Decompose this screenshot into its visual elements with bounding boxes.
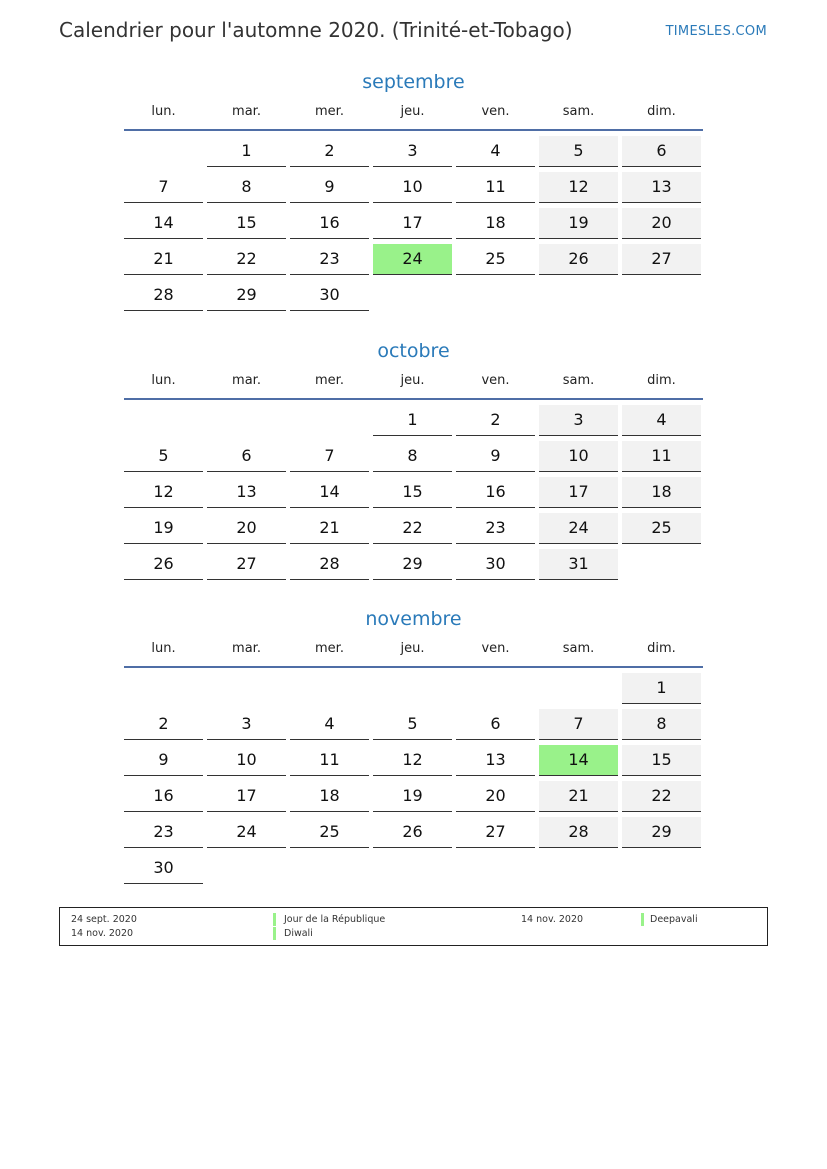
day-cell: 25: [456, 244, 535, 275]
day-cell: 16: [456, 477, 535, 508]
day-cell: 7: [539, 709, 618, 740]
week-row: [124, 513, 703, 549]
day-cell-empty: [290, 673, 369, 704]
day-cell: 29: [373, 549, 452, 580]
day-cell: 23: [290, 244, 369, 275]
weekday-label: ven.: [481, 641, 510, 656]
day-cell: 30: [290, 280, 369, 311]
day-cell-empty: [207, 853, 286, 884]
legend-holiday-name: Deepavali: [641, 913, 698, 926]
day-cell: 2: [456, 405, 535, 436]
day-cell: 18: [622, 477, 701, 508]
day-cell: 12: [539, 172, 618, 203]
day-cell: 1: [622, 673, 701, 704]
day-cell: 27: [456, 817, 535, 848]
legend-date: 24 sept. 2020: [71, 914, 137, 925]
week-row: [124, 853, 703, 889]
day-cell-empty: [539, 853, 618, 884]
day-cell: 2: [124, 709, 203, 740]
weekday-header: [124, 371, 703, 398]
day-cell: 14: [124, 208, 203, 239]
weeks: [124, 136, 703, 316]
weekday-label: lun.: [151, 104, 176, 119]
day-cell: 1: [207, 136, 286, 167]
legend-holiday-name: Diwali: [273, 927, 313, 940]
day-cell: 13: [207, 477, 286, 508]
weekday-label: dim.: [647, 104, 676, 119]
day-cell: 4: [290, 709, 369, 740]
day-cell-empty: [622, 853, 701, 884]
month-title: septembre: [362, 71, 465, 93]
day-cell: 21: [539, 781, 618, 812]
day-cell-empty: [539, 280, 618, 311]
day-cell: 3: [207, 709, 286, 740]
day-cell: 29: [622, 817, 701, 848]
day-cell: 2: [290, 136, 369, 167]
day-cell-empty: [290, 405, 369, 436]
day-cell: 13: [456, 745, 535, 776]
day-cell: 11: [456, 172, 535, 203]
day-cell: 5: [124, 441, 203, 472]
holiday-legend: [59, 907, 768, 946]
day-cell: 7: [290, 441, 369, 472]
legend-holiday-name: Jour de la République: [273, 913, 385, 926]
day-cell-empty: [207, 673, 286, 704]
weekday-label: mer.: [315, 104, 344, 119]
weekday-label: sam.: [562, 641, 595, 656]
week-row: [124, 405, 703, 441]
day-cell-empty: [622, 549, 701, 580]
legend-date: 14 nov. 2020: [71, 928, 134, 939]
day-cell-empty: [373, 673, 452, 704]
day-cell: 8: [207, 172, 286, 203]
week-row: [124, 709, 703, 745]
day-cell: 11: [622, 441, 701, 472]
day-cell: 26: [373, 817, 452, 848]
brand-link[interactable]: TIMESLES.COM: [665, 24, 767, 39]
day-cell-empty: [290, 853, 369, 884]
day-cell: 3: [373, 136, 452, 167]
weekday-label: mar.: [232, 104, 261, 119]
day-cell: 26: [539, 244, 618, 275]
week-row: [124, 172, 703, 208]
day-cell: 19: [539, 208, 618, 239]
month-1: [124, 337, 703, 585]
month-title: novembre: [365, 608, 462, 630]
day-cell: 6: [456, 709, 535, 740]
day-cell: 10: [539, 441, 618, 472]
day-cell-empty: [456, 280, 535, 311]
header-divider: [124, 129, 703, 131]
weekday-label: mar.: [232, 373, 261, 388]
day-cell: 12: [373, 745, 452, 776]
weekday-label: jeu.: [400, 641, 425, 656]
day-cell: 4: [622, 405, 701, 436]
week-row: [124, 549, 703, 585]
day-cell: 13: [622, 172, 701, 203]
legend-row: [60, 913, 767, 926]
weeks: [124, 405, 703, 585]
day-cell: 17: [207, 781, 286, 812]
day-cell: 23: [456, 513, 535, 544]
day-cell: 1: [373, 405, 452, 436]
day-cell: 27: [207, 549, 286, 580]
week-row: [124, 477, 703, 513]
day-cell: 18: [290, 781, 369, 812]
day-cell-empty: [124, 136, 203, 167]
month-2: [124, 605, 703, 889]
day-cell: 28: [124, 280, 203, 311]
weekday-label: dim.: [647, 373, 676, 388]
weekday-header: [124, 639, 703, 666]
day-cell: 5: [373, 709, 452, 740]
day-cell: 16: [290, 208, 369, 239]
week-row: [124, 781, 703, 817]
weekday-label: lun.: [151, 373, 176, 388]
weekday-label: ven.: [481, 104, 510, 119]
day-cell: 23: [124, 817, 203, 848]
day-cell: 15: [373, 477, 452, 508]
weekday-label: mer.: [315, 373, 344, 388]
day-cell: 18: [456, 208, 535, 239]
weekday-label: jeu.: [400, 104, 425, 119]
weekday-label: mar.: [232, 641, 261, 656]
day-cell: 19: [373, 781, 452, 812]
day-cell: 8: [622, 709, 701, 740]
week-row: [124, 441, 703, 477]
day-cell: 30: [456, 549, 535, 580]
legend-date: 14 nov. 2020: [521, 914, 584, 925]
day-cell: 30: [124, 853, 203, 884]
day-cell: 29: [207, 280, 286, 311]
weekday-header: [124, 102, 703, 129]
weekday-label: jeu.: [400, 373, 425, 388]
day-cell: 10: [207, 745, 286, 776]
month-title: octobre: [377, 340, 450, 362]
day-cell: 20: [622, 208, 701, 239]
day-cell: 7: [124, 172, 203, 203]
day-cell-empty: [539, 673, 618, 704]
day-cell-empty: [373, 853, 452, 884]
page-title: Calendrier pour l'automne 2020. (Trinité-et-Tobago): [59, 18, 573, 42]
day-cell: 25: [290, 817, 369, 848]
day-cell: 15: [622, 745, 701, 776]
day-cell: 28: [290, 549, 369, 580]
weeks: [124, 673, 703, 889]
day-cell: 16: [124, 781, 203, 812]
week-row: [124, 280, 703, 316]
day-cell: 31: [539, 549, 618, 580]
day-cell: 8: [373, 441, 452, 472]
day-cell: 21: [290, 513, 369, 544]
week-row: [124, 136, 703, 172]
day-cell: 22: [622, 781, 701, 812]
weekday-label: dim.: [647, 641, 676, 656]
day-cell: 21: [124, 244, 203, 275]
week-row: [124, 244, 703, 280]
day-cell: 5: [539, 136, 618, 167]
day-cell: 6: [622, 136, 701, 167]
day-cell: 10: [373, 172, 452, 203]
day-cell: 24: [539, 513, 618, 544]
day-cell: 14: [290, 477, 369, 508]
week-row: [124, 208, 703, 244]
day-cell: 17: [539, 477, 618, 508]
day-cell-empty: [622, 280, 701, 311]
day-cell: 11: [290, 745, 369, 776]
day-cell: 27: [622, 244, 701, 275]
day-cell: 22: [373, 513, 452, 544]
day-cell: 6: [207, 441, 286, 472]
day-cell-holiday: 24: [373, 244, 452, 275]
week-row: [124, 673, 703, 709]
day-cell: 17: [373, 208, 452, 239]
weekday-label: ven.: [481, 373, 510, 388]
day-cell: 19: [124, 513, 203, 544]
day-cell-empty: [373, 280, 452, 311]
day-cell-empty: [456, 673, 535, 704]
day-cell: 28: [539, 817, 618, 848]
weekday-label: lun.: [151, 641, 176, 656]
day-cell-holiday: 14: [539, 745, 618, 776]
day-cell: 25: [622, 513, 701, 544]
header-divider: [124, 666, 703, 668]
weekday-label: mer.: [315, 641, 344, 656]
day-cell: 24: [207, 817, 286, 848]
day-cell: 15: [207, 208, 286, 239]
day-cell: 9: [456, 441, 535, 472]
day-cell-empty: [456, 853, 535, 884]
day-cell: 20: [207, 513, 286, 544]
day-cell: 3: [539, 405, 618, 436]
header-divider: [124, 398, 703, 400]
day-cell-empty: [124, 405, 203, 436]
weekday-label: sam.: [562, 104, 595, 119]
day-cell: 12: [124, 477, 203, 508]
month-0: [124, 68, 703, 316]
day-cell: 4: [456, 136, 535, 167]
legend-row: [60, 927, 767, 940]
week-row: [124, 745, 703, 781]
day-cell: 9: [290, 172, 369, 203]
day-cell: 20: [456, 781, 535, 812]
day-cell-empty: [207, 405, 286, 436]
day-cell: 9: [124, 745, 203, 776]
day-cell-empty: [124, 673, 203, 704]
week-row: [124, 817, 703, 853]
day-cell: 22: [207, 244, 286, 275]
weekday-label: sam.: [562, 373, 595, 388]
day-cell: 26: [124, 549, 203, 580]
